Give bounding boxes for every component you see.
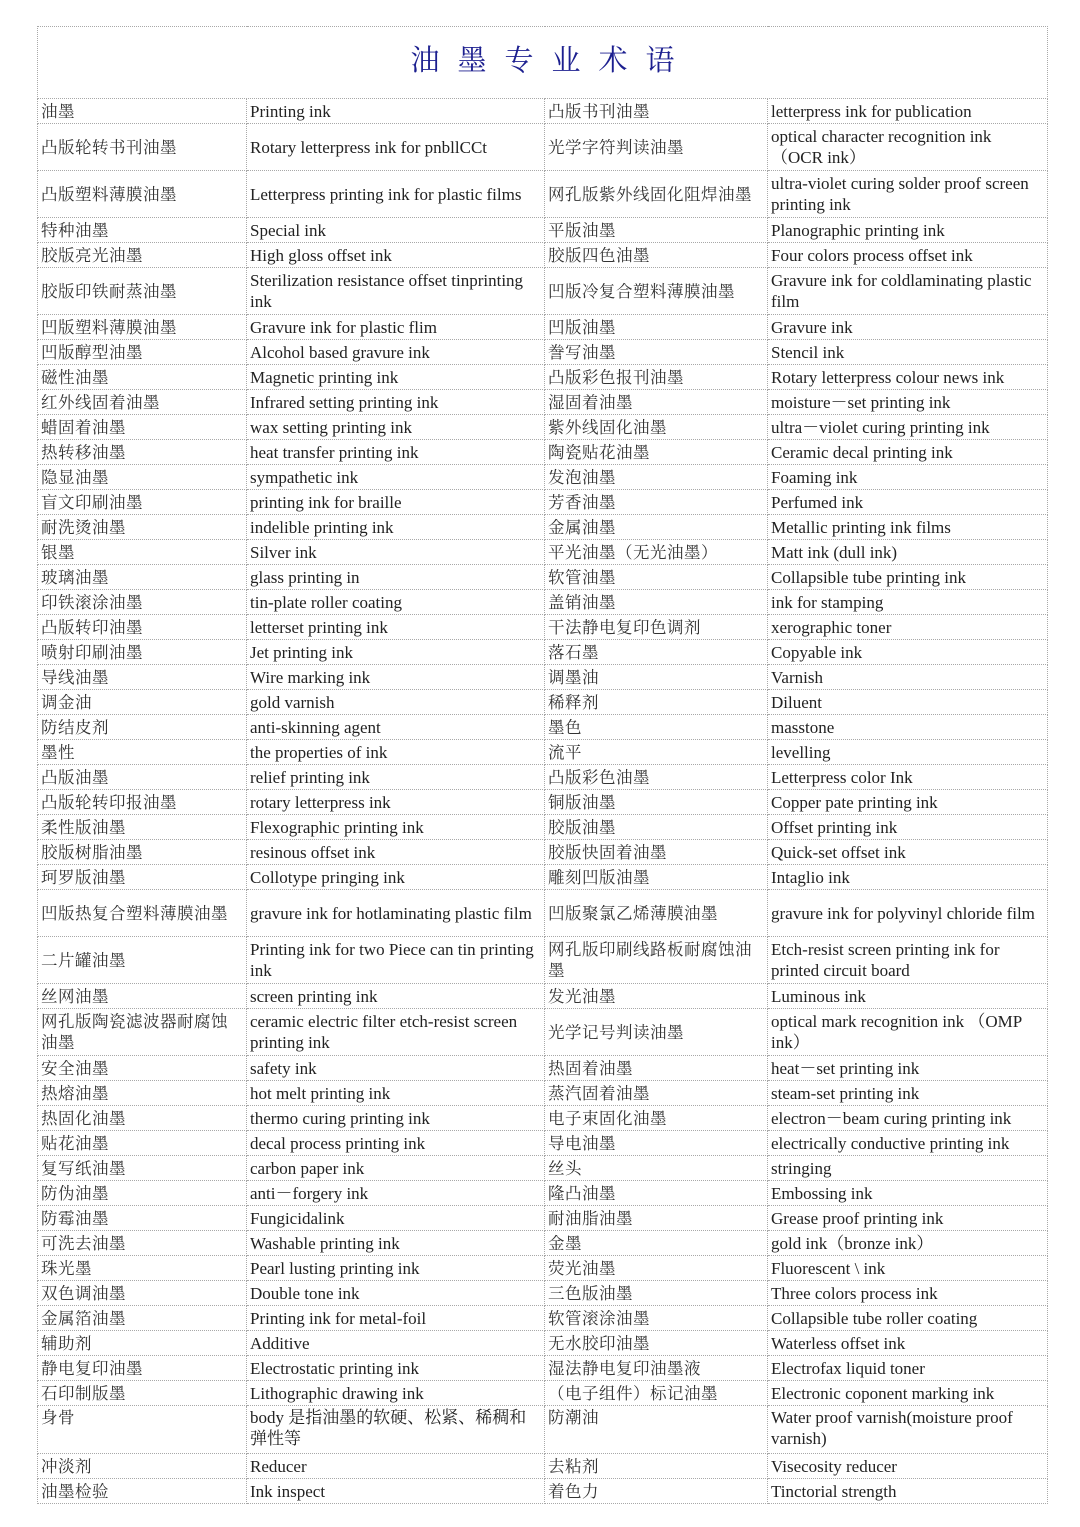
english-term-cell: Printing ink <box>247 99 545 124</box>
chinese-term-cell: 可洗去油墨 <box>38 1231 247 1256</box>
chinese-term-cell: 凸版塑料薄膜油墨 <box>38 171 247 218</box>
english-term-cell: Ceramic decal printing ink <box>768 440 1048 465</box>
english-term-cell: Jet printing ink <box>247 640 545 665</box>
chinese-term-cell: 贴花油墨 <box>38 1131 247 1156</box>
english-term-cell: High gloss offset ink <box>247 243 545 268</box>
chinese-term-cell: 丝网油墨 <box>38 984 247 1009</box>
chinese-term-cell: 电子束固化油墨 <box>545 1106 768 1131</box>
chinese-term-cell: 隆凸油墨 <box>545 1181 768 1206</box>
table-row <box>38 540 1048 565</box>
english-term-cell: Tinctorial strength <box>768 1479 1048 1504</box>
english-term-cell: Water proof varnish(moisture proof varnish) <box>768 1406 1048 1454</box>
chinese-term-cell: 防潮油 <box>545 1406 768 1454</box>
table-row <box>38 565 1048 590</box>
table-row <box>38 590 1048 615</box>
chinese-term-cell: 防伪油墨 <box>38 1181 247 1206</box>
chinese-term-cell: （电子组件）标记油墨 <box>545 1381 768 1406</box>
english-term-cell: tin-plate roller coating <box>247 590 545 615</box>
table-row <box>38 840 1048 865</box>
chinese-term-cell: 油墨检验 <box>38 1479 247 1504</box>
table-row <box>38 1406 1048 1454</box>
english-term-cell: masstone <box>768 715 1048 740</box>
english-term-cell: Additive <box>247 1331 545 1356</box>
english-term-cell: Three colors process ink <box>768 1281 1048 1306</box>
chinese-term-cell: 凹版聚氯乙烯薄膜油墨 <box>545 890 768 937</box>
english-term-cell: gold varnish <box>247 690 545 715</box>
english-term-cell: Lithographic drawing ink <box>247 1381 545 1406</box>
chinese-term-cell: 调金油 <box>38 690 247 715</box>
english-term-cell: resinous offset ink <box>247 840 545 865</box>
english-term-cell: ink for stamping <box>768 590 1048 615</box>
table-row <box>38 937 1048 984</box>
english-term-cell: optical mark recognition ink （OMP ink） <box>768 1009 1048 1056</box>
chinese-term-cell: 胶版四色油墨 <box>545 243 768 268</box>
english-term-cell: Copyable ink <box>768 640 1048 665</box>
english-term-cell: glass printing in <box>247 565 545 590</box>
english-term-cell: sympathetic ink <box>247 465 545 490</box>
english-term-cell: letterpress ink for publication <box>768 99 1048 124</box>
chinese-term-cell: 柔性版油墨 <box>38 815 247 840</box>
english-term-cell: hot melt printing ink <box>247 1081 545 1106</box>
chinese-term-cell: 芳香油墨 <box>545 490 768 515</box>
table-row <box>38 1381 1048 1406</box>
title-row <box>38 27 1048 99</box>
english-term-cell: safety ink <box>247 1056 545 1081</box>
english-term-cell: Printing ink for two Piece can tin printing ink <box>247 937 545 984</box>
english-term-cell: Double tone ink <box>247 1281 545 1306</box>
english-term-cell: Letterpress color Ink <box>768 765 1048 790</box>
chinese-term-cell: 凸版书刊油墨 <box>545 99 768 124</box>
table-row <box>38 440 1048 465</box>
english-term-cell: anti－forgery ink <box>247 1181 545 1206</box>
table-row <box>38 1479 1048 1504</box>
chinese-term-cell: 软管滚涂油墨 <box>545 1306 768 1331</box>
english-term-cell: Grease proof printing ink <box>768 1206 1048 1231</box>
chinese-term-cell: 特种油墨 <box>38 218 247 243</box>
chinese-term-cell: 光学记号判读油墨 <box>545 1009 768 1056</box>
chinese-term-cell: 落石墨 <box>545 640 768 665</box>
english-term-cell: Embossing ink <box>768 1181 1048 1206</box>
table-row <box>38 365 1048 390</box>
chinese-term-cell: 凹版热复合塑料薄膜油墨 <box>38 890 247 937</box>
chinese-term-cell: 双色调油墨 <box>38 1281 247 1306</box>
table-row <box>38 690 1048 715</box>
chinese-term-cell: 胶版快固着油墨 <box>545 840 768 865</box>
english-term-cell: Quick-set offset ink <box>768 840 1048 865</box>
table-row <box>38 640 1048 665</box>
table-row <box>38 1231 1048 1256</box>
chinese-term-cell: 导线油墨 <box>38 665 247 690</box>
chinese-term-cell: 着色力 <box>545 1479 768 1504</box>
chinese-term-cell: 发泡油墨 <box>545 465 768 490</box>
english-term-cell: the properties of ink <box>247 740 545 765</box>
table-row <box>38 415 1048 440</box>
chinese-term-cell: 喷射印刷油墨 <box>38 640 247 665</box>
terminology-table <box>37 26 1048 1504</box>
english-term-cell: Electronic coponent marking ink <box>768 1381 1048 1406</box>
english-term-cell: Fungicidalink <box>247 1206 545 1231</box>
english-term-cell: decal process printing ink <box>247 1131 545 1156</box>
chinese-term-cell: 誊写油墨 <box>545 340 768 365</box>
english-term-cell: Electrofax liquid toner <box>768 1356 1048 1381</box>
chinese-term-cell: 凸版轮转印报油墨 <box>38 790 247 815</box>
chinese-term-cell: 凸版转印油墨 <box>38 615 247 640</box>
chinese-term-cell: 胶版印铁耐蒸油墨 <box>38 268 247 315</box>
table-row <box>38 1281 1048 1306</box>
english-term-cell: xerographic toner <box>768 615 1048 640</box>
english-term-cell: stringing <box>768 1156 1048 1181</box>
chinese-term-cell: 安全油墨 <box>38 1056 247 1081</box>
english-term-cell: wax setting printing ink <box>247 415 545 440</box>
chinese-term-cell: 凸版彩色油墨 <box>545 765 768 790</box>
chinese-term-cell: 蜡固着油墨 <box>38 415 247 440</box>
chinese-term-cell: 热固着油墨 <box>545 1056 768 1081</box>
english-term-cell: Stencil ink <box>768 340 1048 365</box>
english-term-cell: gravure ink for hotlaminating plastic film <box>247 890 545 937</box>
chinese-term-cell: 隐显油墨 <box>38 465 247 490</box>
chinese-term-cell: 胶版油墨 <box>545 815 768 840</box>
english-term-cell: Infrared setting printing ink <box>247 390 545 415</box>
chinese-term-cell: 红外线固着油墨 <box>38 390 247 415</box>
table-row <box>38 790 1048 815</box>
table-row <box>38 1356 1048 1381</box>
chinese-term-cell: 金墨 <box>545 1231 768 1256</box>
table-row <box>38 715 1048 740</box>
chinese-term-cell: 凹版冷复合塑料薄膜油墨 <box>545 268 768 315</box>
chinese-term-cell: 紫外线固化油墨 <box>545 415 768 440</box>
english-term-cell: heat－set printing ink <box>768 1056 1048 1081</box>
chinese-term-cell: 发光油墨 <box>545 984 768 1009</box>
english-term-cell: Visecosity reducer <box>768 1454 1048 1479</box>
english-term-cell: Pearl lusting printing ink <box>247 1256 545 1281</box>
chinese-term-cell: 静电复印油墨 <box>38 1356 247 1381</box>
chinese-term-cell: 湿固着油墨 <box>545 390 768 415</box>
english-term-cell: Printing ink for metal-foil <box>247 1306 545 1331</box>
english-term-cell: Waterless offset ink <box>768 1331 1048 1356</box>
table-row <box>38 615 1048 640</box>
table-row <box>38 99 1048 124</box>
chinese-term-cell: 热固化油墨 <box>38 1106 247 1131</box>
english-term-cell: levelling <box>768 740 1048 765</box>
chinese-term-cell: 身骨 <box>38 1406 247 1454</box>
chinese-term-cell: 珠光墨 <box>38 1256 247 1281</box>
english-term-cell: ultra－violet curing printing ink <box>768 415 1048 440</box>
chinese-term-cell: 三色版油墨 <box>545 1281 768 1306</box>
chinese-term-cell: 印铁滚涂油墨 <box>38 590 247 615</box>
english-term-cell: Foaming ink <box>768 465 1048 490</box>
english-term-cell: indelible printing ink <box>247 515 545 540</box>
english-term-cell: anti-skinning agent <box>247 715 545 740</box>
chinese-term-cell: 丝头 <box>545 1156 768 1181</box>
chinese-term-cell: 凹版塑料薄膜油墨 <box>38 315 247 340</box>
chinese-term-cell: 光学字符判读油墨 <box>545 124 768 171</box>
table-row <box>38 1256 1048 1281</box>
chinese-term-cell: 无水胶印油墨 <box>545 1331 768 1356</box>
chinese-term-cell: 墨性 <box>38 740 247 765</box>
table-row <box>38 890 1048 937</box>
english-term-cell: Gravure ink for plastic flim <box>247 315 545 340</box>
chinese-term-cell: 冲淡剂 <box>38 1454 247 1479</box>
english-term-cell: Rotary letterpress ink for pnbllCCt <box>247 124 545 171</box>
english-term-cell: Copper pate printing ink <box>768 790 1048 815</box>
chinese-term-cell: 网孔版印刷线路板耐腐蚀油墨 <box>545 937 768 984</box>
table-row <box>38 171 1048 218</box>
chinese-term-cell: 防霉油墨 <box>38 1206 247 1231</box>
table-row <box>38 1009 1048 1056</box>
chinese-term-cell: 墨色 <box>545 715 768 740</box>
chinese-term-cell: 平版油墨 <box>545 218 768 243</box>
english-term-cell: Electrostatic printing ink <box>247 1356 545 1381</box>
english-term-cell: Reducer <box>247 1454 545 1479</box>
chinese-term-cell: 盲文印刷油墨 <box>38 490 247 515</box>
chinese-term-cell: 软管油墨 <box>545 565 768 590</box>
chinese-term-cell: 调墨油 <box>545 665 768 690</box>
english-term-cell: steam-set printing ink <box>768 1081 1048 1106</box>
chinese-term-cell: 湿法静电复印油墨液 <box>545 1356 768 1381</box>
table-row <box>38 1306 1048 1331</box>
english-term-cell: Planographic printing ink <box>768 218 1048 243</box>
english-term-cell: Sterilization resistance offset tinprinting ink <box>247 268 545 315</box>
chinese-term-cell: 金属油墨 <box>545 515 768 540</box>
table-row <box>38 1331 1048 1356</box>
english-term-cell: Gravure ink for coldlaminating plastic film <box>768 268 1048 315</box>
chinese-term-cell: 荧光油墨 <box>545 1256 768 1281</box>
chinese-term-cell: 凹版油墨 <box>545 315 768 340</box>
table-row <box>38 1131 1048 1156</box>
chinese-term-cell: 干法静电复印色调剂 <box>545 615 768 640</box>
chinese-term-cell: 二片罐油墨 <box>38 937 247 984</box>
chinese-term-cell: 胶版亮光油墨 <box>38 243 247 268</box>
table-row <box>38 765 1048 790</box>
chinese-term-cell: 凸版彩色报刊油墨 <box>545 365 768 390</box>
chinese-term-cell: 热转移油墨 <box>38 440 247 465</box>
table-row <box>38 1156 1048 1181</box>
chinese-term-cell: 凹版醇型油墨 <box>38 340 247 365</box>
english-term-cell: Four colors process offset ink <box>768 243 1048 268</box>
english-term-cell: relief printing ink <box>247 765 545 790</box>
english-term-cell: moisture－set printing ink <box>768 390 1048 415</box>
chinese-term-cell: 辅助剂 <box>38 1331 247 1356</box>
english-term-cell: Magnetic printing ink <box>247 365 545 390</box>
chinese-term-cell: 凸版油墨 <box>38 765 247 790</box>
terminology-sheet <box>37 26 1047 1504</box>
title-cell <box>38 27 1048 99</box>
english-term-cell: thermo curing printing ink <box>247 1106 545 1131</box>
table-row <box>38 268 1048 315</box>
chinese-term-cell: 防结皮剂 <box>38 715 247 740</box>
english-term-cell: Etch-resist screen printing ink for printed circuit board <box>768 937 1048 984</box>
table-row <box>38 465 1048 490</box>
english-term-cell: optical character recognition ink （OCR ink） <box>768 124 1048 171</box>
chinese-term-cell: 耐洗烫油墨 <box>38 515 247 540</box>
table-row <box>38 1056 1048 1081</box>
english-term-cell: Varnish <box>768 665 1048 690</box>
chinese-term-cell: 平光油墨（无光油墨） <box>545 540 768 565</box>
english-term-cell: gravure ink for polyvinyl chloride film <box>768 890 1048 937</box>
chinese-term-cell: 稀释剂 <box>545 690 768 715</box>
english-term-cell: screen printing ink <box>247 984 545 1009</box>
english-term-cell: Offset printing ink <box>768 815 1048 840</box>
chinese-term-cell: 玻璃油墨 <box>38 565 247 590</box>
english-term-cell: Washable printing ink <box>247 1231 545 1256</box>
english-term-cell: Gravure ink <box>768 315 1048 340</box>
english-term-cell: Diluent <box>768 690 1048 715</box>
chinese-term-cell: 流平 <box>545 740 768 765</box>
english-term-cell: electron－beam curing printing ink <box>768 1106 1048 1131</box>
english-term-cell: Collotype pringing ink <box>247 865 545 890</box>
english-term-cell: ultra-violet curing solder proof screen printing ink <box>768 171 1048 218</box>
chinese-term-cell: 胶版树脂油墨 <box>38 840 247 865</box>
chinese-term-cell: 网孔版紫外线固化阻焊油墨 <box>545 171 768 218</box>
english-term-cell: printing ink for braille <box>247 490 545 515</box>
english-term-cell: heat transfer printing ink <box>247 440 545 465</box>
table-row <box>38 1454 1048 1479</box>
chinese-term-cell: 去粘剂 <box>545 1454 768 1479</box>
table-row <box>38 515 1048 540</box>
english-term-cell: Collapsible tube roller coating <box>768 1306 1048 1331</box>
table-row <box>38 1081 1048 1106</box>
chinese-term-cell: 蒸汽固着油墨 <box>545 1081 768 1106</box>
table-row <box>38 340 1048 365</box>
english-term-cell: body 是指油墨的软硬、松紧、稀稠和弹性等 <box>247 1406 545 1454</box>
table-row <box>38 490 1048 515</box>
english-term-cell: gold ink（bronze ink） <box>768 1231 1048 1256</box>
english-term-cell: Flexographic printing ink <box>247 815 545 840</box>
english-term-cell: letterset printing ink <box>247 615 545 640</box>
english-term-cell: rotary letterpress ink <box>247 790 545 815</box>
english-term-cell: electrically conductive printing ink <box>768 1131 1048 1156</box>
chinese-term-cell: 铜版油墨 <box>545 790 768 815</box>
chinese-term-cell: 热熔油墨 <box>38 1081 247 1106</box>
chinese-term-cell: 银墨 <box>38 540 247 565</box>
table-row <box>38 243 1048 268</box>
english-term-cell: carbon paper ink <box>247 1156 545 1181</box>
english-term-cell: Intaglio ink <box>768 865 1048 890</box>
table-row <box>38 124 1048 171</box>
english-term-cell: Ink inspect <box>247 1479 545 1504</box>
table-row <box>38 665 1048 690</box>
english-term-cell: ceramic electric filter etch-resist screen printing ink <box>247 1009 545 1056</box>
table-row <box>38 984 1048 1009</box>
page-title: 油墨专业术语 <box>410 43 693 77</box>
chinese-term-cell: 石印制版墨 <box>38 1381 247 1406</box>
chinese-term-cell: 油墨 <box>38 99 247 124</box>
table-row <box>38 315 1048 340</box>
english-term-cell: Collapsible tube printing ink <box>768 565 1048 590</box>
table-row <box>38 740 1048 765</box>
chinese-term-cell: 陶瓷贴花油墨 <box>545 440 768 465</box>
chinese-term-cell: 网孔版陶瓷滤波器耐腐蚀油墨 <box>38 1009 247 1056</box>
english-term-cell: Metallic printing ink films <box>768 515 1048 540</box>
table-row <box>38 815 1048 840</box>
table-row <box>38 1181 1048 1206</box>
english-term-cell: Luminous ink <box>768 984 1048 1009</box>
chinese-term-cell: 耐油脂油墨 <box>545 1206 768 1231</box>
chinese-term-cell: 导电油墨 <box>545 1131 768 1156</box>
table-row <box>38 865 1048 890</box>
chinese-term-cell: 金属箔油墨 <box>38 1306 247 1331</box>
english-term-cell: Alcohol based gravure ink <box>247 340 545 365</box>
english-term-cell: Fluorescent \ ink <box>768 1256 1048 1281</box>
english-term-cell: Wire marking ink <box>247 665 545 690</box>
chinese-term-cell: 雕刻凹版油墨 <box>545 865 768 890</box>
chinese-term-cell: 复写纸油墨 <box>38 1156 247 1181</box>
chinese-term-cell: 珂罗版油墨 <box>38 865 247 890</box>
table-row <box>38 1206 1048 1231</box>
english-term-cell: Matt ink (dull ink) <box>768 540 1048 565</box>
english-term-cell: Special ink <box>247 218 545 243</box>
chinese-term-cell: 磁性油墨 <box>38 365 247 390</box>
table-row <box>38 1106 1048 1131</box>
chinese-term-cell: 凸版轮转书刊油墨 <box>38 124 247 171</box>
chinese-term-cell: 盖销油墨 <box>545 590 768 615</box>
table-row <box>38 218 1048 243</box>
english-term-cell: Rotary letterpress colour news ink <box>768 365 1048 390</box>
english-term-cell: Perfumed ink <box>768 490 1048 515</box>
english-term-cell: Silver ink <box>247 540 545 565</box>
table-row <box>38 390 1048 415</box>
english-term-cell: Letterpress printing ink for plastic films <box>247 171 545 218</box>
